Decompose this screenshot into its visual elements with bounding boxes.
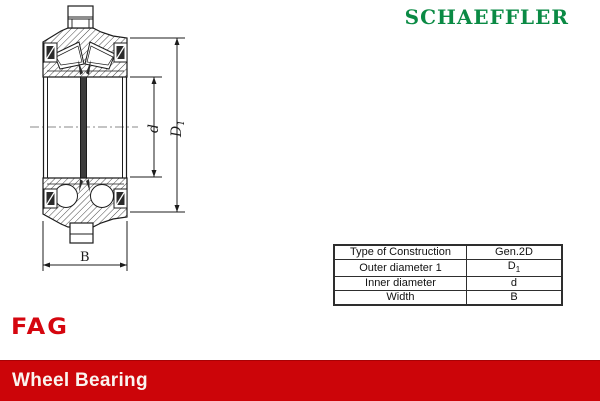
spec-table <box>333 244 563 306</box>
table-row <box>334 245 562 260</box>
dim-label-d1: $D_1$ <box>169 120 187 137</box>
seal-top-left <box>44 43 57 62</box>
spec-label: Outer diameter 1 <box>359 261 442 274</box>
fag-logo: FAG <box>11 314 69 340</box>
spec-label: Width <box>386 291 415 304</box>
schaeffler-logo: SCHAEFFLER <box>404 5 569 29</box>
spec-value: B <box>510 291 518 304</box>
dim-label-b: B <box>80 250 90 265</box>
seal-bottom-left <box>44 189 57 208</box>
flange-stub-bottom <box>70 223 93 243</box>
spec-label: Type of Construction <box>350 246 451 258</box>
table-row <box>334 291 562 306</box>
spec-label: Inner diameter <box>365 277 436 290</box>
spec-value-subscript: 1 <box>515 265 521 275</box>
seal-top-right <box>114 43 127 62</box>
spec-value: D <box>507 260 516 272</box>
flange-stub-top <box>68 6 93 28</box>
bearing-drawing <box>0 0 260 330</box>
product-title: Wheel Bearing <box>12 370 148 391</box>
dim-label-d: d <box>146 124 162 133</box>
table-row <box>334 260 562 277</box>
seal-bottom-right <box>114 189 127 208</box>
table-row <box>334 277 562 291</box>
spec-value: d <box>510 277 518 290</box>
spec-value: Gen.2D <box>495 246 533 258</box>
footer-bar <box>0 360 600 401</box>
